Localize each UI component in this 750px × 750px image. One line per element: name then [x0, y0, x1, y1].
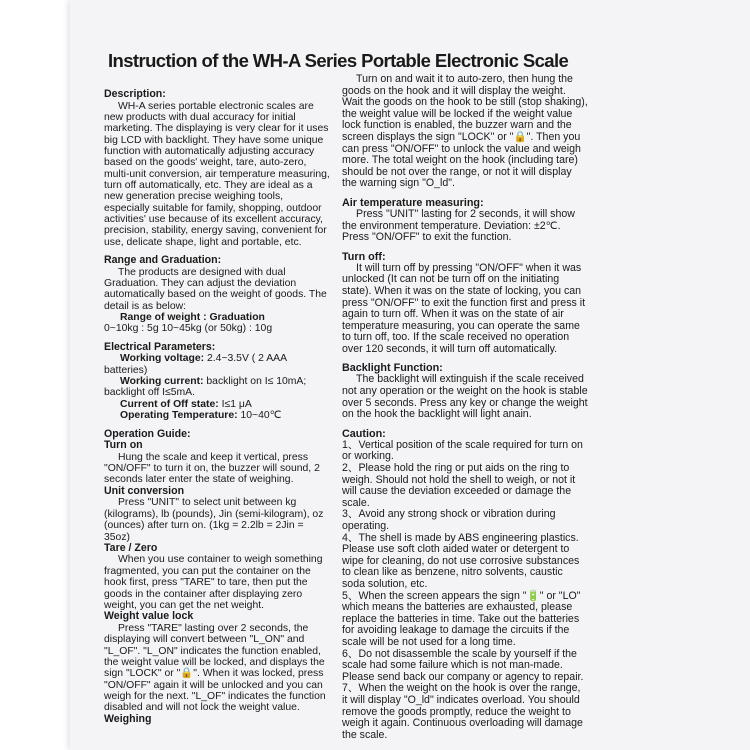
range-label: Range of weight : Graduation [120, 312, 265, 324]
off-label: Current of Off state: [120, 398, 219, 410]
description-text: WH-A series portable electronic scales are new products with dual accuracy for initial marketing. The displaying is very clear for it uses big LCD with backlight. They have some unique function with automatically adjusting accuracy based on the goods' weight, tare, auto-zero, multi-unit conversion, air temperature measuring, turn off automatically, etc. They are ideal as a new generation precise weighing tools, especially suitable for family, shopping, outdoor activities' use because of its excellent accuracy, precision, stability, energy saving, convenient for use, delicate shape, light and portable, etc. [104, 100, 330, 248]
tare-text: When you use container to weigh something fragmented, you can put the container on the hook first, press "TARE" to tare, then put the goods in the container after displaying zero weight, you can get the net weight. [104, 554, 323, 611]
caution-item: 1、Vertical position of the scale required for turn on or working. [342, 438, 583, 463]
temp-label: Operating Temperature: [120, 410, 238, 422]
unit-heading: Unit conversion [104, 484, 185, 497]
caution-item: 7、When the weight on the hook is over the range, it will display "O_ld" indicates overload. You should remove the goods promptly, reduce the weight to weigh it again. Continuous overloading will damage the scale. [342, 682, 583, 741]
voltage-value: 2.4~3.5V ( 2 AAA batteries) [104, 353, 287, 376]
voltage-row [104, 353, 330, 376]
caution-item: 5、When the screen appears the sign "🔋" or "LO" which means the batteries are exhausted, please replace the batteries in time. Take out the batteries for avoiding leakage to damage the circuits if the scale will be not used for a long time. [342, 589, 581, 648]
weighing-text: Turn on and wait it to auto-zero, then hung the goods on the hook and it will display the weight. Wait the goods on the hook to be still (stop shaking), the weight value will be locked if the weight value lock function is enabled, the buzzer warn and the screen displays the sign "LOCK" or "🔒". Then you can press "ON/OFF" to unlock the value and weigh more. The total weight on the hook (including tare) should be not over the range, or not it will display the warning sign "O_ld". [342, 73, 588, 190]
unit-text: Press "UNIT" to select unit between kg (kilograms), lb (pounds), Jin (semi-kilogram), oz (ounces) after turn on. (1kg = 2.2lb = 2Jin = 35oz) [104, 497, 324, 543]
off-value: I≤1 μA [221, 398, 252, 410]
weighing-heading: Weighing [104, 712, 152, 725]
range-value: 0~10kg : 5g 10~45kg (or 50kg) : 10g [104, 323, 273, 335]
caution-item: 6、Do not disassemble the scale by yourself if the scale had some failure which is not man-made. Please send back our company or agency to repair. [342, 647, 584, 683]
caution-item: 3、Avoid any strong shock or vibration during operating. [342, 508, 556, 532]
current-row [104, 376, 330, 399]
page-title: Instruction of the WH-A Series Portable Electronic Scale [108, 50, 569, 71]
lock-heading: Weight value lock [104, 610, 194, 623]
turn-on-heading: Turn on [104, 439, 143, 452]
tare-heading: Tare / Zero [104, 541, 158, 554]
current-label: Working current: [120, 376, 204, 388]
temp-row [104, 410, 330, 421]
left-column [104, 82, 330, 725]
caution-heading: Caution: [342, 427, 386, 440]
electrical-heading: Electrical Parameters: [104, 340, 216, 353]
temp-value: 10~40℃ [240, 410, 282, 422]
voltage-label: Working voltage: [120, 353, 205, 365]
turnoff-text: It will turn off by pressing "ON/OFF" when it was unlocked (It can not be turn off on the initiating state). When it was on the state of locking, you can press "ON/OFF" to exit the function first and press it again to turn off. When it was on the state of air temperature measuring, you can operate the same to turn off, too. If the scale received no operation over 120 seconds, it will turn off automatically. [342, 261, 586, 355]
current-value: backlight on I≤ 10mA; backlight off I≤5mA. [104, 376, 307, 399]
air-text: Press "UNIT" lasting for 2 seconds, it will show the environment temperature. Deviation: ±2℃. Press "ON/OFF" to exit the function. [342, 207, 575, 244]
range-text: The products are designed with dual Graduation. They can adjust the deviation automatically based on the weight of goods. The detail is as below: [104, 266, 327, 312]
description-heading: Description: [104, 88, 166, 100]
lock-text: Press "TARE" lasting over 2 seconds, the displaying will convert between "L_ON" and "L_OF". "L_ON" indicates the function enabled, the weight value will be locked, and displays the sign "LOCK" or "🔒". When it was locked, press "ON/OFF" again it will be unlocked and you can weigh for the next. "L_OF" indicates the function disabled and will not lock the weight value. [104, 622, 326, 714]
air-heading: Air temperature measuring: [342, 196, 484, 209]
backlight-heading: Backlight Function: [342, 362, 443, 375]
caution-item: 4、The shell is made by ABS engineering plastics. Please use soft cloth aided water or detergent to wipe for cleaning, do not use corrosive substances to clean like as benzene, nitro solvents, caustic soda solution, etc. [342, 531, 580, 590]
right-column [342, 74, 588, 741]
range-heading: Range and Graduation: [104, 254, 222, 267]
turn-on-text: Hung the scale and keep it vertical, press "ON/OFF" to turn it on, the buzzer will sound, 2 seconds later enter the state of weighing. [104, 451, 320, 486]
off-row [104, 399, 330, 410]
caution-item: 2、Please hold the ring or put aids on the ring to weigh. Should not hold the shell to weigh, or not it will cause the deviation exceeded or damage the scale. [342, 462, 576, 509]
operation-heading: Operation Guide: [104, 427, 191, 440]
backlight-text: The backlight will extinguish if the scale received not any operation or the weight on the hook is stable over 5 seconds. Press any key or change the weight on the hook the backlight will light anain. [342, 373, 588, 421]
turnoff-heading: Turn off: [342, 250, 386, 263]
